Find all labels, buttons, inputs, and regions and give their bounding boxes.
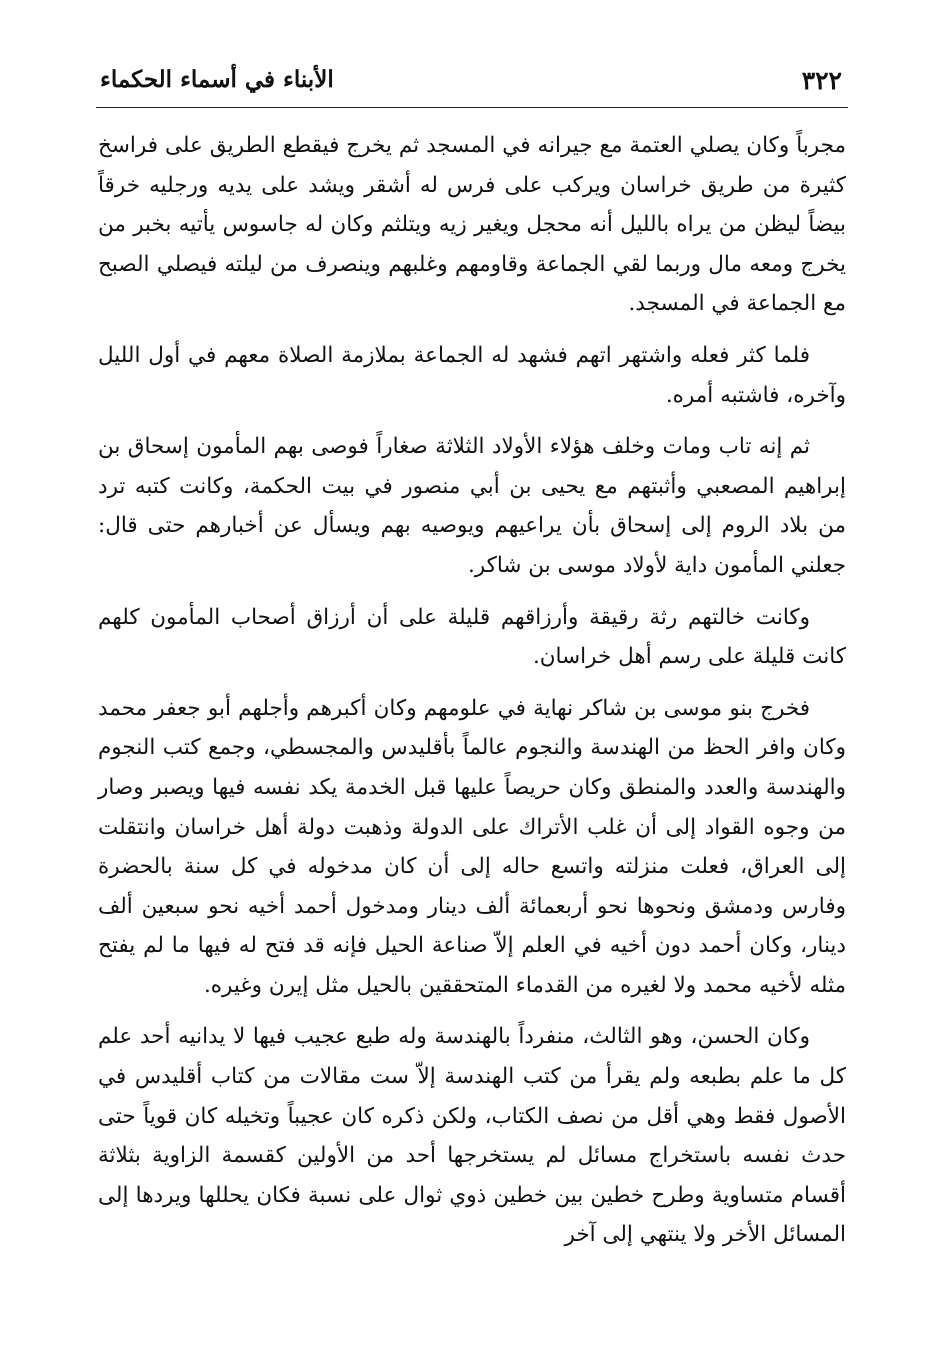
paragraph-6: وكان الحسن، وهو الثالث، منفرداً بالهندسة وله طبع عجيب فيها لا يدانيه أحد علم كل ما علم بطبعه ولم يقرأ من كتب الهندسة إلاّ ست مقالات من كتاب أقليدس في الأصول فقط وهي أقل من نصف الكتاب، ولكن ذكره كان عجيباً وتخيله كان قوياً حتى حدث نفسه باستخراج مسائل لم يستخرجها أحد من الأولين كقسمة الزاوية بثلاثة أقسام متساوية وطرح خطين بين خطين ذوي ثوال على نسبة فكان يحللها ويردها إلى المسائل الأخر ولا ينتهي إلى آخر <box>98 1024 846 1248</box>
paragraph-2: فلما كثر فعله واشتهر اتهم فشهد له الجماعة بملازمة الصلاة معهم في أول الليل وآخره، فاشتبه أمره. <box>98 342 846 408</box>
paragraph-4: وكانت خالتهم رثة رقيقة وأرزاقهم قليلة على أن أرزاق أصحاب المأمون كلهم كانت قليلة على رسم أهل خراسان. <box>98 604 846 670</box>
paragraph-3: ثم إنه تاب ومات وخلف هؤلاء الأولاد الثلاثة صغاراً فوصى بهم المأمون إسحاق بن إبراهيم المصعبي وأثبتهم مع يحيى بن أبي منصور في بيت الحكمة، وكانت كتبه ترد من بلاد الروم إلى إسحاق بأن يراعيهم ويوصيه بهم ويسأل عن أخبارهم حتى قال: جعلني المأمون داية لأولاد موسى بن شاكر. <box>98 434 846 578</box>
page-header <box>96 58 848 108</box>
paragraph-5: فخرج بنو موسى بن شاكر نهاية في علومهم وكان أكبرهم وأجلهم أبو جعفر محمد وكان وافر الحظ من الهندسة والنجوم عالماً بأقليدس والمجسطي، وجمع كتب النجوم والهندسة والعدد والمنطق وكان حريصاً عليها قبل الخدمة يكد نفسه فيها ويصبر وصار من وجوه القواد إلى أن غلب الأتراك على الدولة وذهبت دولة أهل خراسان وانتقلت إلى العراق، فعلت منزلته واتسع حاله إلى أن كان مدخوله في كل سنة بالحضرة وفارس ودمشق ونحوها نحو أربعمائة ألف دينار ومدخول أحمد أخيه نحو سبعين ألف دينار، وكان أحمد دون أخيه في العلم إلاّ صناعة الحيل فإنه قد فتح له فيها ما لم يفتح مثله لأخيه محمد ولا لغيره من القدماء المتحققين بالحيل مثل إيرن وغيره. <box>98 695 846 998</box>
page-number: ٣٢٢ <box>801 66 842 95</box>
body-text <box>98 126 846 1267</box>
running-title: الأبناء في أسماء الحكماء <box>100 66 334 93</box>
header-divider <box>96 107 848 108</box>
paragraph-1: مجرباً وكان يصلي العتمة مع جيرانه في المسجد ثم يخرج فيقطع الطريق على فراسخ كثيرة من طريق خراسان ويركب على فرس له أشقر ويشد على يديه ورجليه خرقاً بيضاً ليظن من يراه بالليل أنه محجل ويغير زيه ويتلثم وكان له جاسوس يأتيه بخبر من يخرج ومعه مال وربما لقي الجماعة وقاومهم وغلبهم وينصرف من ليلته فيصلي الصبح مع الجماعة في المسجد. <box>98 133 846 317</box>
